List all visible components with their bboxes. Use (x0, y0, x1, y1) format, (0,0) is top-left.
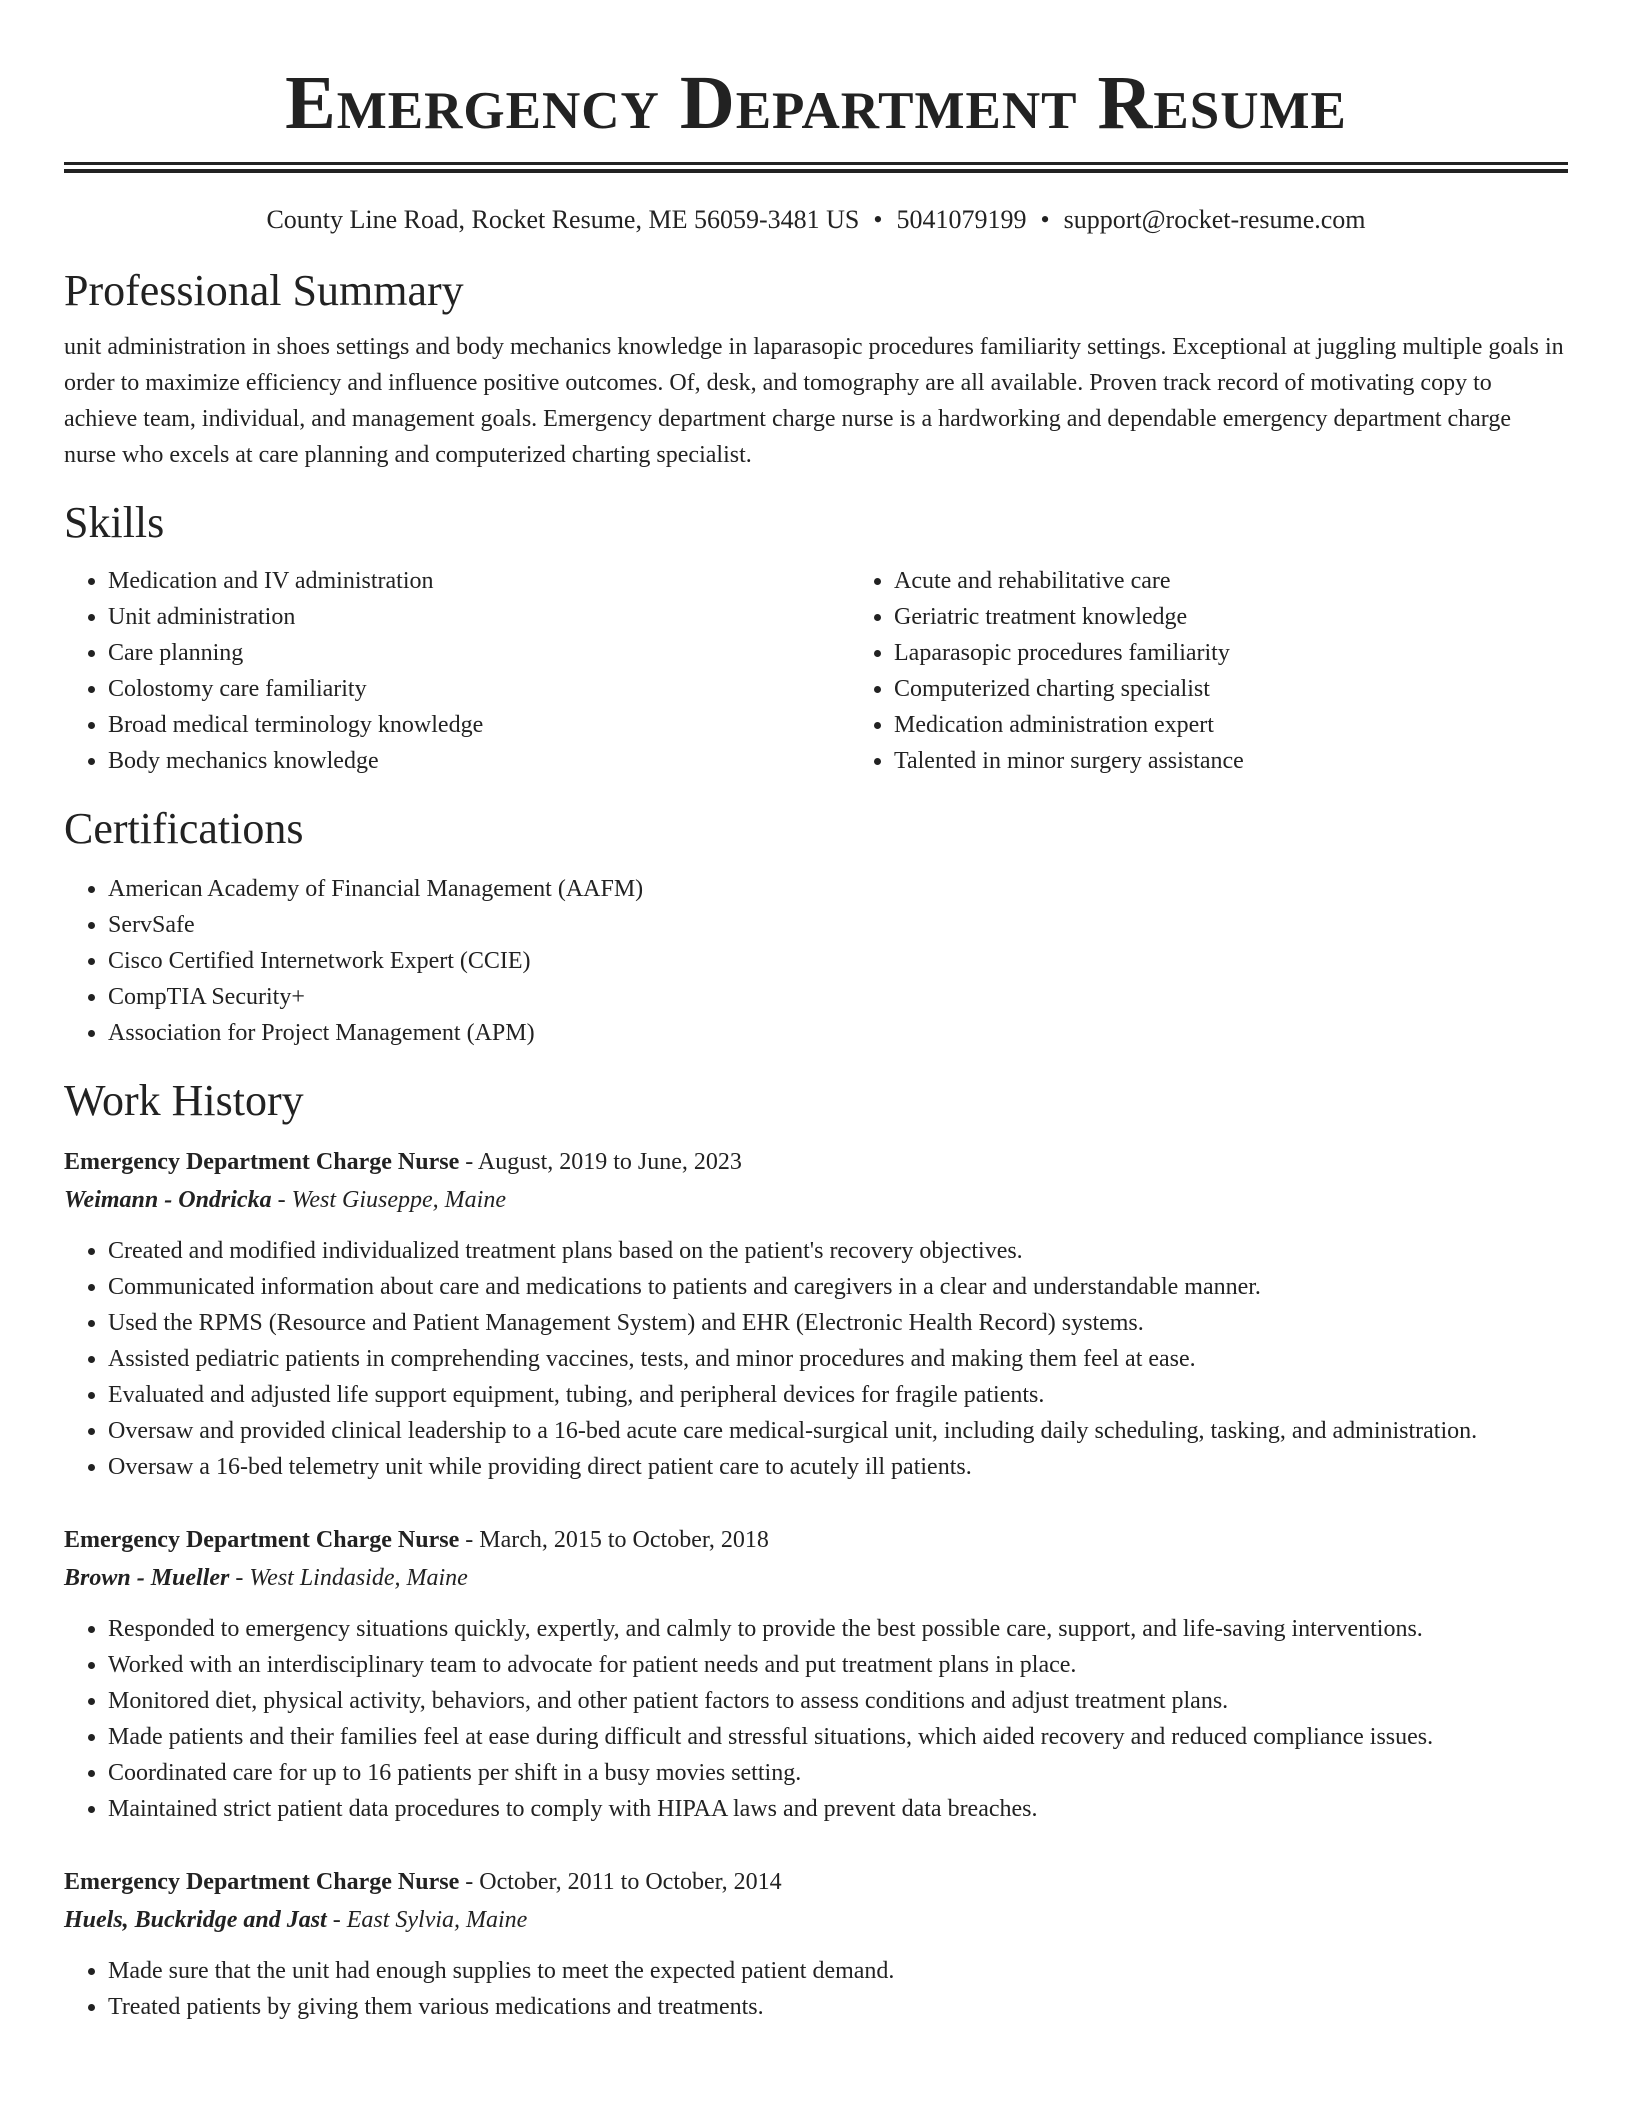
job-title-line: Emergency Department Charge Nurse - October, 2011 to October, 2014 (64, 1869, 782, 1895)
certifications-list (64, 871, 1568, 1051)
contact-address: County Line Road, Rocket Resume, ME 56059-3481 US (266, 205, 860, 234)
skill-item: • Care planning (108, 635, 850, 671)
page-title: Emergency Department Resume (285, 61, 1347, 145)
skill-item: • Laparasopic procedures familiarity (894, 635, 1632, 671)
skill-item: • Unit administration (108, 599, 850, 635)
job-bullet: • Monitored diet, physical activity, behaviors, and other patient factors to assess conditions and adjust treatment plans. (108, 1683, 1568, 1719)
section-heading-summary: Professional Summary (64, 266, 464, 315)
section-heading-work-history: Work History (64, 1076, 304, 1125)
job-entry (64, 1143, 1568, 1485)
resume-page (64, 0, 1568, 2025)
summary-text: unit administration in shoes settings and body mechanics knowledge in laparasopic procedures familiarity settings. Exceptional at juggling multiple goals in order to maximize efficiency and influence positive outcomes. Of, desk, and tomography are all available. Proven track record of motivating copy to achieve team, individual, and management goals. Emergency department charge nurse is a hardworking and dependable emergency department charge nurse who excels at care planning and computerized charting specialist. (64, 334, 1564, 468)
job-entry (64, 1863, 1568, 2025)
job-bullet: • Responded to emergency situations quickly, expertly, and calmly to provide the best possible care, support, and life-saving interventions. (108, 1611, 1568, 1647)
contact-email: support@rocket-resume.com (1063, 205, 1366, 234)
job-company-line: Weimann - Ondricka - West Giuseppe, Maine (64, 1187, 506, 1213)
certification-item: • American Academy of Financial Management (AAFM) (108, 871, 1568, 907)
job-company: Brown - Mueller (64, 1565, 230, 1591)
job-bullet: • Coordinated care for up to 16 patients per shift in a busy movies setting. (108, 1755, 1568, 1791)
certification-item: • ServSafe (108, 907, 1568, 943)
job-bullet: • Made patients and their families feel at ease during difficult and stressful situations, which aided recovery and reduced compliance issues. (108, 1719, 1568, 1755)
skill-item: • Body mechanics knowledge (108, 743, 850, 779)
job-title: Emergency Department Charge Nurse (64, 1527, 460, 1553)
contact-phone: 5041079199 (896, 205, 1027, 234)
contact-separator: • (1040, 205, 1050, 234)
certification-item: • Association for Project Management (APM) (108, 1015, 1568, 1051)
job-bullet: • Created and modified individualized treatment plans based on the patient's recovery objectives. (108, 1233, 1568, 1269)
job-title: Emergency Department Charge Nurse (64, 1869, 460, 1895)
title-divider (64, 162, 1568, 173)
skills-list-right (850, 563, 1632, 779)
skill-item: • Acute and rehabilitative care (894, 563, 1632, 599)
job-bullet: • Made sure that the unit had enough supplies to meet the expected patient demand. (108, 1953, 1568, 1989)
job-title-line: Emergency Department Charge Nurse - August, 2019 to June, 2023 (64, 1149, 742, 1175)
job-bullets (64, 1611, 1568, 1827)
job-title: Emergency Department Charge Nurse (64, 1149, 460, 1175)
job-bullet: • Assisted pediatric patients in comprehending vaccines, tests, and minor procedures and making them feel at ease. (108, 1341, 1568, 1377)
job-company: Weimann - Ondricka (64, 1187, 272, 1213)
job-location: West Lindaside, Maine (249, 1565, 468, 1591)
job-dates: August, 2019 to June, 2023 (477, 1149, 742, 1175)
job-dates: October, 2011 to October, 2014 (479, 1869, 782, 1895)
skill-item: • Talented in minor surgery assistance (894, 743, 1632, 779)
skill-item: • Medication and IV administration (108, 563, 850, 599)
job-bullets (64, 1233, 1568, 1485)
job-bullets (64, 1953, 1568, 2025)
job-company-line: Brown - Mueller - West Lindaside, Maine (64, 1565, 468, 1591)
skill-item: • Medication administration expert (894, 707, 1632, 743)
job-bullet: • Oversaw and provided clinical leadership to a 16-bed acute care medical-surgical unit, including daily scheduling, tasking, and administration. (108, 1413, 1568, 1449)
job-title-line: Emergency Department Charge Nurse - March, 2015 to October, 2018 (64, 1527, 769, 1553)
job-dates: March, 2015 to October, 2018 (479, 1527, 769, 1553)
job-bullet: • Maintained strict patient data procedures to comply with HIPAA laws and prevent data breaches. (108, 1791, 1568, 1827)
job-location: East Sylvia, Maine (346, 1907, 528, 1933)
skills-list-left (64, 563, 850, 779)
certification-item: • CompTIA Security+ (108, 979, 1568, 1015)
job-bullet: • Treated patients by giving them various medications and treatments. (108, 1989, 1568, 2025)
job-bullet: • Worked with an interdisciplinary team to advocate for patient needs and put treatment plans in place. (108, 1647, 1568, 1683)
job-entry (64, 1521, 1568, 1827)
skill-item: • Colostomy care familiarity (108, 671, 850, 707)
job-company-line: Huels, Buckridge and Jast - East Sylvia, Maine (64, 1907, 528, 1933)
job-bullet: • Oversaw a 16-bed telemetry unit while providing direct patient care to acutely ill patients. (108, 1449, 1568, 1485)
skill-item: • Broad medical terminology knowledge (108, 707, 850, 743)
skills-columns (64, 563, 1568, 779)
section-heading-certifications: Certifications (64, 804, 304, 853)
section-heading-skills: Skills (64, 498, 165, 547)
job-location: West Giuseppe, Maine (291, 1187, 506, 1213)
skill-item: • Computerized charting specialist (894, 671, 1632, 707)
contact-line (64, 203, 1568, 237)
job-bullet: • Communicated information about care and medications to patients and caregivers in a clear and understandable manner. (108, 1269, 1568, 1305)
job-bullet: • Evaluated and adjusted life support equipment, tubing, and peripheral devices for fragile patients. (108, 1377, 1568, 1413)
certification-item: • Cisco Certified Internetwork Expert (CCIE) (108, 943, 1568, 979)
contact-separator: • (873, 205, 883, 234)
skill-item: • Geriatric treatment knowledge (894, 599, 1632, 635)
job-bullet: • Used the RPMS (Resource and Patient Management System) and EHR (Electronic Health Record) systems. (108, 1305, 1568, 1341)
job-company: Huels, Buckridge and Jast (64, 1907, 327, 1933)
